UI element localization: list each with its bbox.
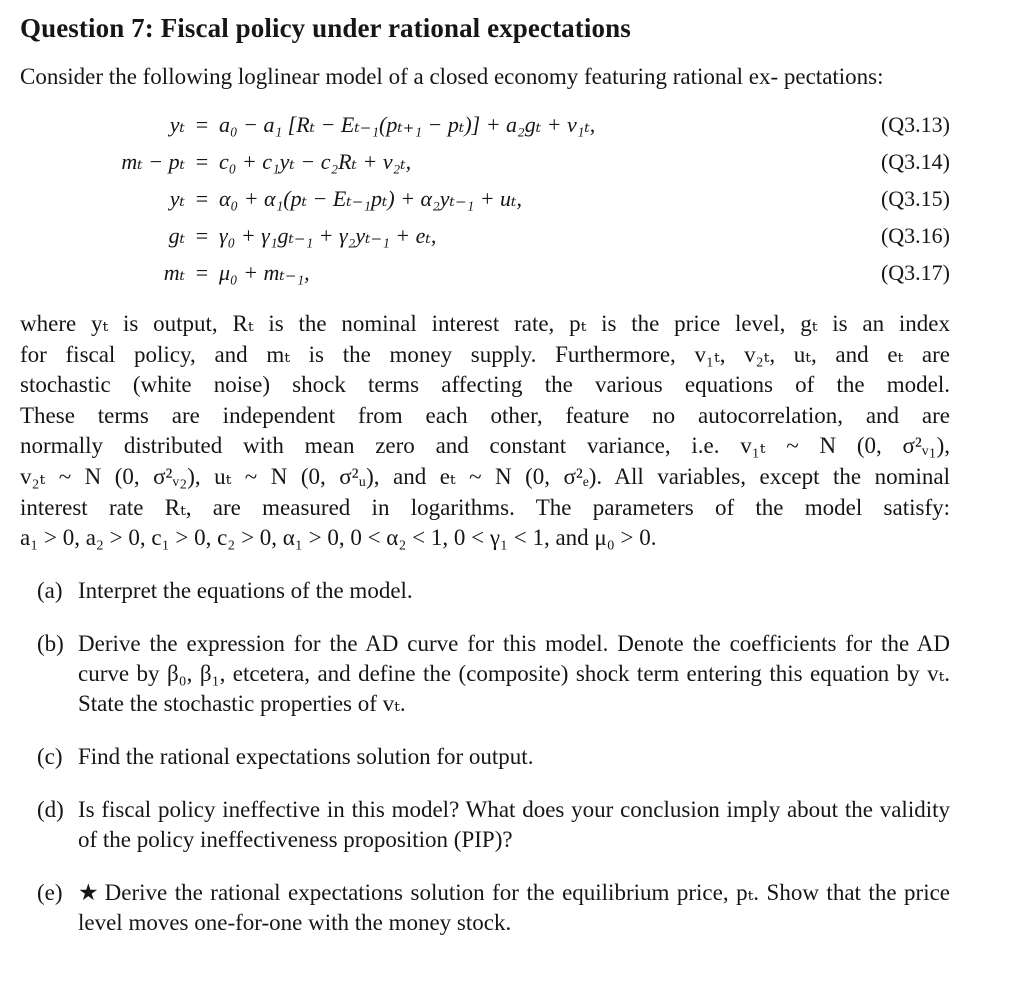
- paragraph-line: where yₜ is output, Rₜ is the nominal interest rate, pₜ is the price level, gₜ is an index: [20, 311, 950, 336]
- question-part-c: [20, 742, 950, 772]
- equation-rhs: μ₀ + mₜ₋₁,: [219, 260, 310, 285]
- equals-sign: =: [195, 260, 209, 285]
- part-label: (b): [37, 630, 64, 656]
- paragraph-line: These terms are independent from each other, feature no autocorrelation, and are: [20, 402, 950, 428]
- part-label: (c): [37, 743, 63, 769]
- equation-row: [20, 254, 950, 291]
- equation-number: (Q3.13): [880, 112, 950, 137]
- equation-lhs: yₜ: [169, 186, 185, 211]
- part-text: Is fiscal policy ineffective in this model? What does your conclusion imply about the validity of the policy ineffectiveness proposition (PIP)?: [78, 796, 950, 852]
- star-icon: ★: [78, 879, 99, 905]
- equation-rhs: α₀ + α₁(pₜ − Eₜ₋₁pₜ) + α₂yₜ₋₁ + uₜ,: [219, 186, 522, 211]
- paragraph-line: normally distributed with mean zero and constant variance, i.e. v₁ₜ ~ N (0, σ²ᵥ₁),: [20, 433, 950, 459]
- question-page: [20, 10, 1010, 961]
- equals-sign: =: [195, 112, 209, 137]
- equals-sign: =: [195, 186, 209, 211]
- question-part-d: [20, 795, 950, 855]
- paragraph-line: for fiscal policy, and mₜ is the money supply. Furthermore, v₁ₜ, v₂ₜ, uₜ, and eₜ are: [20, 341, 950, 367]
- part-label: (a): [37, 577, 63, 603]
- equation-rhs: a₀ − a₁ [Rₜ − Eₜ₋₁(pₜ₊₁ − pₜ)] + a₂gₜ + v₁ₜ,: [219, 112, 596, 137]
- question-part-b: [20, 629, 950, 719]
- equals-sign: =: [195, 149, 209, 174]
- part-text: Interpret the equations of the model.: [78, 577, 413, 603]
- equation-lhs: mₜ − pₜ: [121, 149, 185, 174]
- part-label: (d): [37, 796, 64, 822]
- paragraph-line: stochastic (white noise) shock terms affecting the various equations of the model.: [20, 372, 950, 398]
- equation-lhs: mₜ: [163, 260, 185, 285]
- question-part-e: [20, 878, 950, 938]
- model-description: [20, 309, 950, 554]
- equation-block: [20, 106, 950, 291]
- paragraph-line: interest rate Rₜ, are measured in logarithms. The parameters of the model satisfy:: [20, 494, 950, 520]
- equation-number: (Q3.15): [880, 186, 950, 211]
- question-title: Question 7: Fiscal policy under rational expectations: [20, 13, 631, 43]
- question-part-a: [20, 576, 950, 606]
- equation-row: [20, 106, 950, 143]
- equation-lhs: yₜ: [169, 112, 185, 137]
- equation-rhs: γ₀ + γ₁gₜ₋₁ + γ₂yₜ₋₁ + eₜ,: [219, 223, 437, 248]
- equation-row: [20, 217, 950, 254]
- part-text: Find the rational expectations solution for output.: [78, 743, 534, 769]
- equation-number: (Q3.14): [880, 149, 950, 174]
- equation-rhs: c₀ + c₁yₜ − c₂Rₜ + v₂ₜ,: [219, 149, 412, 174]
- paragraph-line: v₂ₜ ~ N (0, σ²ᵥ₂), uₜ ~ N (0, σ²ᵤ), and eₜ ~ N (0, σ²ₑ). All variables, except the nominal: [20, 463, 950, 489]
- part-text: Derive the expression for the AD curve for this model. Denote the coefficients for the AD curve by β₀, β₁, etcetera, and define the (composite) shock term entering this equation by vₜ. State the stochastic properties of vₜ.: [78, 630, 950, 716]
- part-text: Derive the rational expectations solution for the equilibrium price, pₜ. Show that the price level moves one-for-one with the money stock.: [78, 879, 950, 935]
- equation-row: [20, 180, 950, 217]
- equation-row: [20, 143, 950, 180]
- equation-number: (Q3.16): [880, 223, 950, 248]
- part-label: (e): [37, 879, 63, 905]
- intro-text: Consider the following loglinear model of a closed economy featuring rational ex- pectations:: [20, 64, 884, 89]
- question-parts: [20, 576, 950, 938]
- part-text-wrapper: [78, 878, 950, 938]
- equation-lhs: gₜ: [168, 223, 185, 248]
- equals-sign: =: [195, 223, 209, 248]
- paragraph-line: a₁ > 0, a₂ > 0, c₁ > 0, c₂ > 0, α₁ > 0, 0 < α₂ < 1, 0 < γ₁ < 1, and μ₀ > 0.: [20, 525, 657, 551]
- equation-number: (Q3.17): [880, 260, 950, 285]
